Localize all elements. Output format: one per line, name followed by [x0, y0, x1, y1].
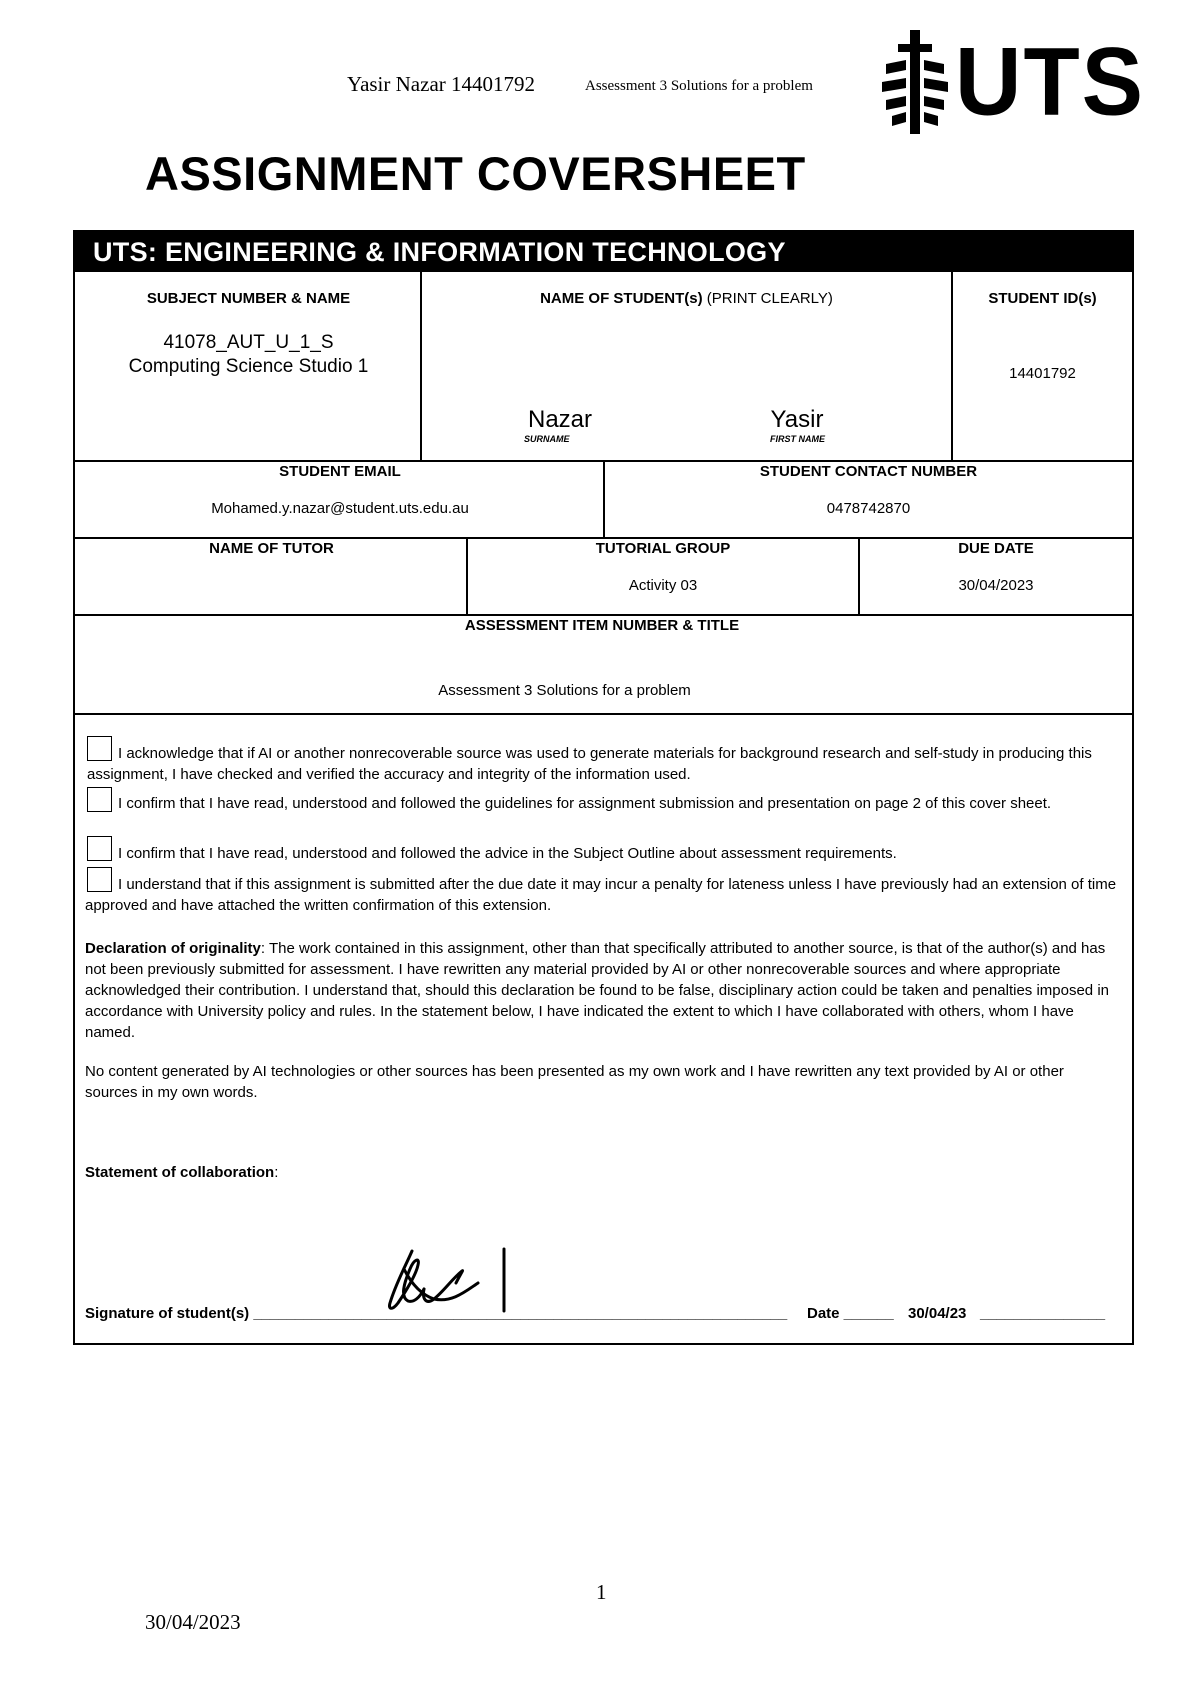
- student-name-label-text: NAME OF STUDENT(s): [540, 290, 703, 307]
- surname-value: Nazar: [527, 406, 593, 433]
- email-label: STUDENT EMAIL: [279, 463, 401, 480]
- tutorial-group-value: Activity 03: [628, 577, 698, 594]
- page-title: ASSIGNMENT COVERSHEET: [145, 147, 806, 200]
- uts-logo: UTS: [955, 28, 1145, 136]
- date-tail-line: _______________: [980, 1305, 1106, 1322]
- due-date-value: 30/04/2023: [958, 577, 1034, 594]
- subject-label: SUBJECT NUMBER & NAME: [146, 290, 351, 307]
- declaration-text: : The work contained in this assignment, other than that specifically attributed to another source, is that of the author(s) and has not been previously submitted for assessment. I have rewritten any material provided by AI or other nonrecoverable sources and where appropriate acknowledged their contribution. I understand that, should this declaration be found to be false, disciplinary action could be taken and penalties imposed in accordance with University policy and rules. In the statement below, I have indicated the extent to which I have collaborated with others, whom I have named.: [85, 940, 1109, 1041]
- assessment-item-value: Assessment 3 Solutions for a problem: [438, 682, 691, 699]
- surname-caption: SURNAME: [524, 434, 570, 444]
- divider: [75, 713, 1132, 715]
- check-text-guidelines: I confirm that I have read, understood and followed the guidelines for assignment submission and presentation on page 2 of this cover sheet.: [118, 795, 1052, 812]
- declaration-heading: Declaration of originality: [85, 940, 261, 957]
- student-name-label-suffix: (PRINT CLEARLY): [706, 290, 833, 307]
- signature-graphic: [382, 1245, 514, 1315]
- contact-value: 0478742870: [826, 500, 911, 517]
- signature-label: Signature of student(s) ________________________________________________________________: [85, 1305, 788, 1322]
- signed-date-value: 30/04/23: [908, 1305, 967, 1322]
- divider: [75, 614, 1132, 616]
- assessment-item-label: ASSESSMENT ITEM NUMBER & TITLE: [464, 617, 740, 634]
- header-assessment-line: Assessment 3 Solutions for a problem: [585, 78, 813, 94]
- declaration-paragraph: [85, 938, 1120, 1043]
- faculty-banner: UTS: ENGINEERING & INFORMATION TECHNOLOGY: [75, 232, 1132, 272]
- check-text-late: I understand that if this assignment is submitted after the due date it may incur a penalty for lateness unless I have previously had an extension of time approved and have attached the written confirmation of this extension.: [85, 876, 1117, 914]
- collaboration-heading: Statement of collaboration: [85, 1164, 275, 1181]
- student-id-label: STUDENT ID(s): [988, 290, 1097, 307]
- header-name-line: Yasir Nazar 14401792: [347, 72, 536, 96]
- tutorial-group-label: TUTORIAL GROUP: [595, 540, 731, 557]
- first-name-caption: FIRST NAME: [770, 434, 825, 444]
- uts-crest-icon: [878, 30, 953, 134]
- collaboration-suffix: :: [274, 1164, 279, 1181]
- contact-label: STUDENT CONTACT NUMBER: [759, 463, 978, 480]
- student-name-label: [422, 290, 951, 307]
- collaboration-statement: [85, 1162, 278, 1183]
- email-value: Mohamed.y.nazar@student.uts.edu.au: [211, 500, 469, 517]
- check-text-ai: I acknowledge that if AI or another nonrecoverable source was used to generate materials for background research and self-study in producing this assignment, I have checked and verified the accuracy and integrity of the information used.: [87, 745, 1092, 783]
- footer-date: 30/04/2023: [145, 1610, 241, 1634]
- tutor-label: NAME OF TUTOR: [209, 540, 334, 557]
- first-name-value: Yasir: [770, 406, 824, 433]
- page-number: 1: [596, 1580, 607, 1604]
- subject-name: Computing Science Studio 1: [128, 356, 369, 377]
- ai-statement: No content generated by AI technologies or other sources has been presented as my own work and I have rewritten any text provided by AI or other sources in my own words.: [85, 1063, 1064, 1101]
- subject-code: 41078_AUT_U_1_S: [163, 332, 334, 353]
- due-date-label: DUE DATE: [958, 540, 1034, 557]
- check-text-outline: I confirm that I have read, understood and followed the advice in the Subject Outline about assessment requirements.: [118, 845, 897, 862]
- student-id-value: 14401792: [1009, 365, 1076, 382]
- divider: [75, 537, 1132, 539]
- date-label: Date ______: [807, 1305, 894, 1322]
